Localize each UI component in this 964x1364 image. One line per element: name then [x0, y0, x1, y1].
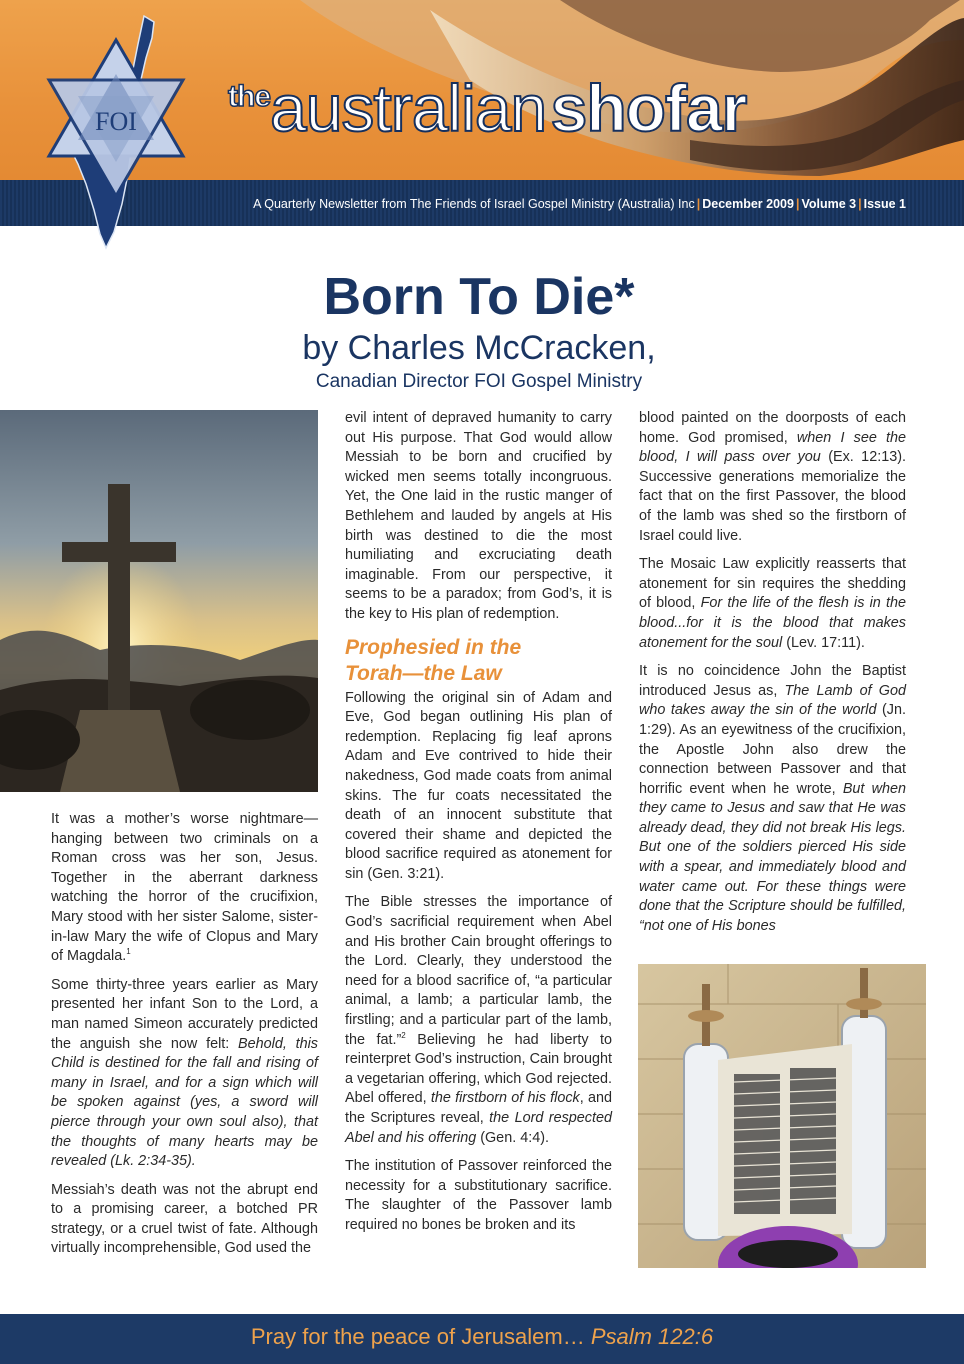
article-column-3 [639, 409, 906, 945]
volume-number: Volume 3 [801, 197, 857, 211]
scripture-quote: the Lord respected Abel and his offering [345, 1110, 612, 1146]
footer-verse [0, 1324, 964, 1350]
cross-photo-image [0, 410, 318, 792]
issue-number: Issue 1 [863, 197, 906, 211]
article-title: Born To Die* [323, 268, 635, 326]
article-column-1 [51, 810, 318, 1268]
foi-star-israel-logo [36, 14, 196, 250]
paragraph: Messiah’s death was not the abrupt end to a promising career, a botched PR strategy, or a cruel twist of fate. Although virtually incomprehensible, God used the [51, 1181, 318, 1257]
paragraph: blood painted on the doorposts of each home. God promised, when I see the blood, I will pass over you (Ex. 12:13). Successive generations memorialize the fact that on the first Passover, the blood of the lamb was shed so the firstborn of Israel could live. [639, 410, 907, 544]
logo-text: FOI [95, 107, 137, 136]
scripture-quote: The Lamb of God who takes away the sin of the world [639, 682, 906, 719]
title-shofar: shofar [550, 71, 747, 145]
paragraph: The Mosaic Law explicitly reasserts that atonement for sin requires the shedding of blood, For the life of the flesh is in the blood...for it is the blood that makes atonement for the soul (Lev. 17:11). [639, 556, 906, 651]
footnote-marker: 1 [126, 947, 131, 957]
footnote-marker: 2 [401, 1030, 406, 1040]
cross-sunset-photo [0, 410, 318, 792]
paragraph: The Bible stresses the importance of God’s sacrificial requirement when Abel and His brother Cain brought offerings to the Lord. Clearly, they understood the need for a blood sacrifice of, “a particular animal, a lamb; a particular lamb, the firstling; and a particular part of the lamb, the fat.”$^2$ Believing he had liberty to reinterpret God’s instruction, Cain brought a vegetarian offering, which God rejected. Abel offered, the firstborn of his flock, and the Scriptures reveal, the Lord respected Abel and his offering (Gen. 4:4). [345, 894, 613, 1146]
article-author: by Charles McCracken, [302, 329, 656, 367]
footer-banner [0, 1314, 964, 1364]
paragraph: evil intent of depraved humanity to carry out His purpose. That God would allow Messiah to be born and crucified by wicked men seems totally incongruous. Yet, the One laid in the rustic manger of Bethlehem and lauded by angels at His birth was destined to die the most humiliating and excruciating death imaginable. From our perspective, it seems to be a paradox; from God’s, it is the key to His plan of redemption. [345, 410, 612, 622]
article-header [0, 270, 964, 394]
paragraph: It was a mother’s worse nightmare—hanging between two criminals on a Roman cross was her son, Jesus. Together in the aberrant darkness watching the horror of the crucifixion, Mary stood with her sister Salome, sister-in-law Mary the wife of Clopus and Mary of Magdala.$^1$ [51, 811, 318, 965]
tagline-text: A Quarterly Newsletter from The Friends of Israel Gospel Ministry (Australia) Inc [253, 197, 695, 211]
article-column-2 [345, 409, 612, 1245]
paragraph: The institution of Passover reinforced the necessity for a substitutionary sacrifice. The slaughter of the Passover lamb required no bones be broken and its [345, 1158, 612, 1233]
torah-scroll-photo [638, 964, 926, 1268]
divider: | [795, 197, 800, 211]
paragraph: Following the original sin of Adam and Eve, God began outlining His plan of redemption. Replacing fig leaf aprons Adam and Eve contrived to hide their nakedness, God made coats from animal skins. The fur coats necessitated the death of an innocent substitute that covered their shame and depicted the blood sacrifice required as atonement for sin (Gen. 3:21). [345, 689, 612, 882]
footer-reference: Psalm 122:6 [590, 1324, 714, 1349]
divider: | [858, 197, 862, 211]
masthead [0, 0, 964, 226]
section-subheading: Prophesied in the Torah—the Law [345, 635, 522, 685]
masthead-title [228, 70, 746, 146]
scripture-quote: Behold, this Child is destined for the fall and rising of many in Israel, and for a sign which will be spoken against (yes, a sword will pierce through your own soul also), that the thoughts of many hearts may be revealed (Lk. 2:34-35). [51, 1035, 318, 1170]
divider: | [696, 197, 701, 211]
newsletter-tagline [253, 197, 906, 211]
paragraph: It is no coincidence John the Baptist introduced Jesus as, The Lamb of God who takes away the sin of the world (Jn. 1:29). As an eyewitness of the crucifixion, the Apostle John also drew the connection between Passover and that horrific event when he wrote, But when they came to Jesus and saw that He was already dead, they did not break His legs. But one of the soldiers pierced His side with a spear, and immediately blood and water came out. For these things were done that the Scripture should be fulfilled, “not one of His bones [639, 663, 906, 934]
title-the: the [228, 80, 270, 113]
torah-photo-image [638, 964, 926, 1268]
footer-text: Pray for the peace of Jerusalem… [250, 1324, 591, 1349]
issue-date: December 2009 [702, 197, 794, 211]
scripture-quote: the firstborn of his flock [430, 1090, 580, 1107]
paragraph: Some thirty-three years earlier as Mary presented her infant Son to the Lord, a man named Simeon accurately predicted the anguish she now felt: Behold, this Child is destined for the fall and rising of many in Israel, and for a sign which will be spoken against (yes, a sword will pierce through your own soul also), that the thoughts of many hearts may be revealed (Lk. 2:34-35). [51, 976, 318, 1170]
scripture-quote: For the life of the flesh is in the blood...for it is the blood that makes atonement for the soul [639, 595, 906, 651]
scripture-quote: when I see the blood, I will pass over you [639, 429, 907, 466]
scripture-quote: But when they came to Jesus and saw that He was already dead, they did not break His legs. But one of the soldiers pierced His side with a spear, and immediately blood and water came out. For these things were done that the Scripture should be fulfilled, “not one of His bones [639, 780, 906, 934]
title-australian: australian [270, 71, 547, 145]
author-role: Canadian Director FOI Gospel Ministry [315, 371, 643, 392]
